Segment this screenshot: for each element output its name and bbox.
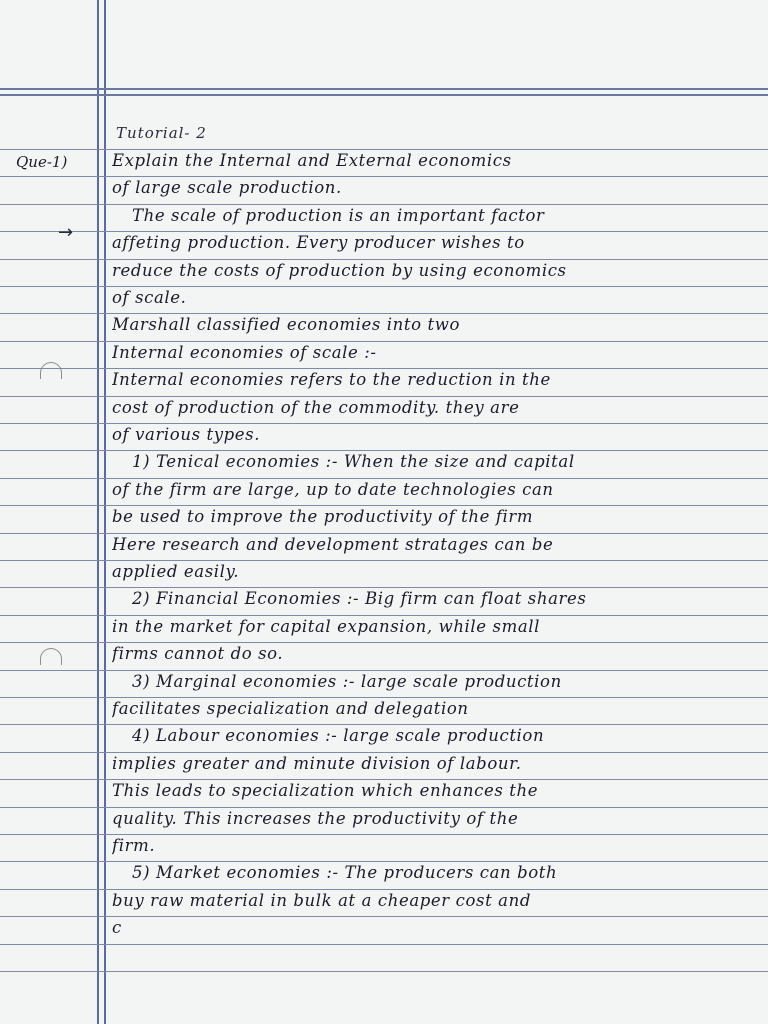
text-line: 5) Market economies :- The producers can both — [132, 863, 558, 882]
rule-line — [0, 88, 768, 90]
text-line: Explain the Internal and External economics — [112, 151, 512, 170]
rule-line — [0, 971, 768, 972]
text-line: of the firm are large, up to date technologies can — [112, 480, 554, 499]
text-line: 2) Financial Economies :- Big firm can float shares — [132, 589, 587, 608]
text-line: 4) Labour economies :- large scale production — [132, 726, 545, 745]
text-line: Internal economies refers to the reduction in the — [112, 370, 551, 389]
text-line: 3) Marginal economies :- large scale production — [132, 672, 562, 691]
punch-hole-bottom — [40, 648, 62, 665]
text-line: of various types. — [112, 425, 261, 444]
text-line: The scale of production is an important factor — [132, 206, 545, 225]
text-line: in the market for capital expansion, while small — [112, 617, 541, 636]
text-line: facilitates specialization and delegation — [112, 699, 469, 718]
question-label: Que-1) — [16, 153, 68, 171]
text-line: Here research and development stratages can be — [112, 535, 554, 554]
arrow-icon: → — [58, 222, 74, 243]
text-line: This leads to specialization which enhances the — [112, 781, 539, 800]
rule-line — [0, 944, 768, 945]
margin-line-left — [97, 0, 99, 1024]
text-line: cost of production of the commodity. they are — [112, 398, 520, 417]
text-line: of scale. — [112, 288, 187, 307]
text-line: applied easily. — [112, 562, 240, 581]
text-line: Internal economies of scale :- — [112, 343, 377, 362]
punch-hole-top — [40, 362, 62, 379]
rule-line — [0, 94, 768, 96]
text-line: firms cannot do so. — [112, 644, 284, 663]
text-line: buy raw material in bulk at a cheaper cost and — [112, 891, 531, 910]
text-line: be used to improve the productivity of the firm — [112, 507, 534, 526]
text-line: implies greater and minute division of labour. — [112, 754, 522, 773]
text-line: reduce the costs of production by using economics — [112, 261, 567, 280]
text-line: quality. This increases the productivity of the — [112, 809, 519, 828]
page-title: Tutorial- 2 — [116, 124, 207, 142]
text-line: affeting production. Every producer wishes to — [112, 233, 525, 252]
margin-line-right — [104, 0, 106, 1024]
text-line: of large scale production. — [112, 178, 342, 197]
text-line: firm. — [112, 836, 156, 855]
text-line: 1) Tenical economies :- When the size and capital — [132, 452, 575, 471]
text-line: c — [112, 918, 122, 937]
text-line: Marshall classified economies into two — [112, 315, 460, 334]
